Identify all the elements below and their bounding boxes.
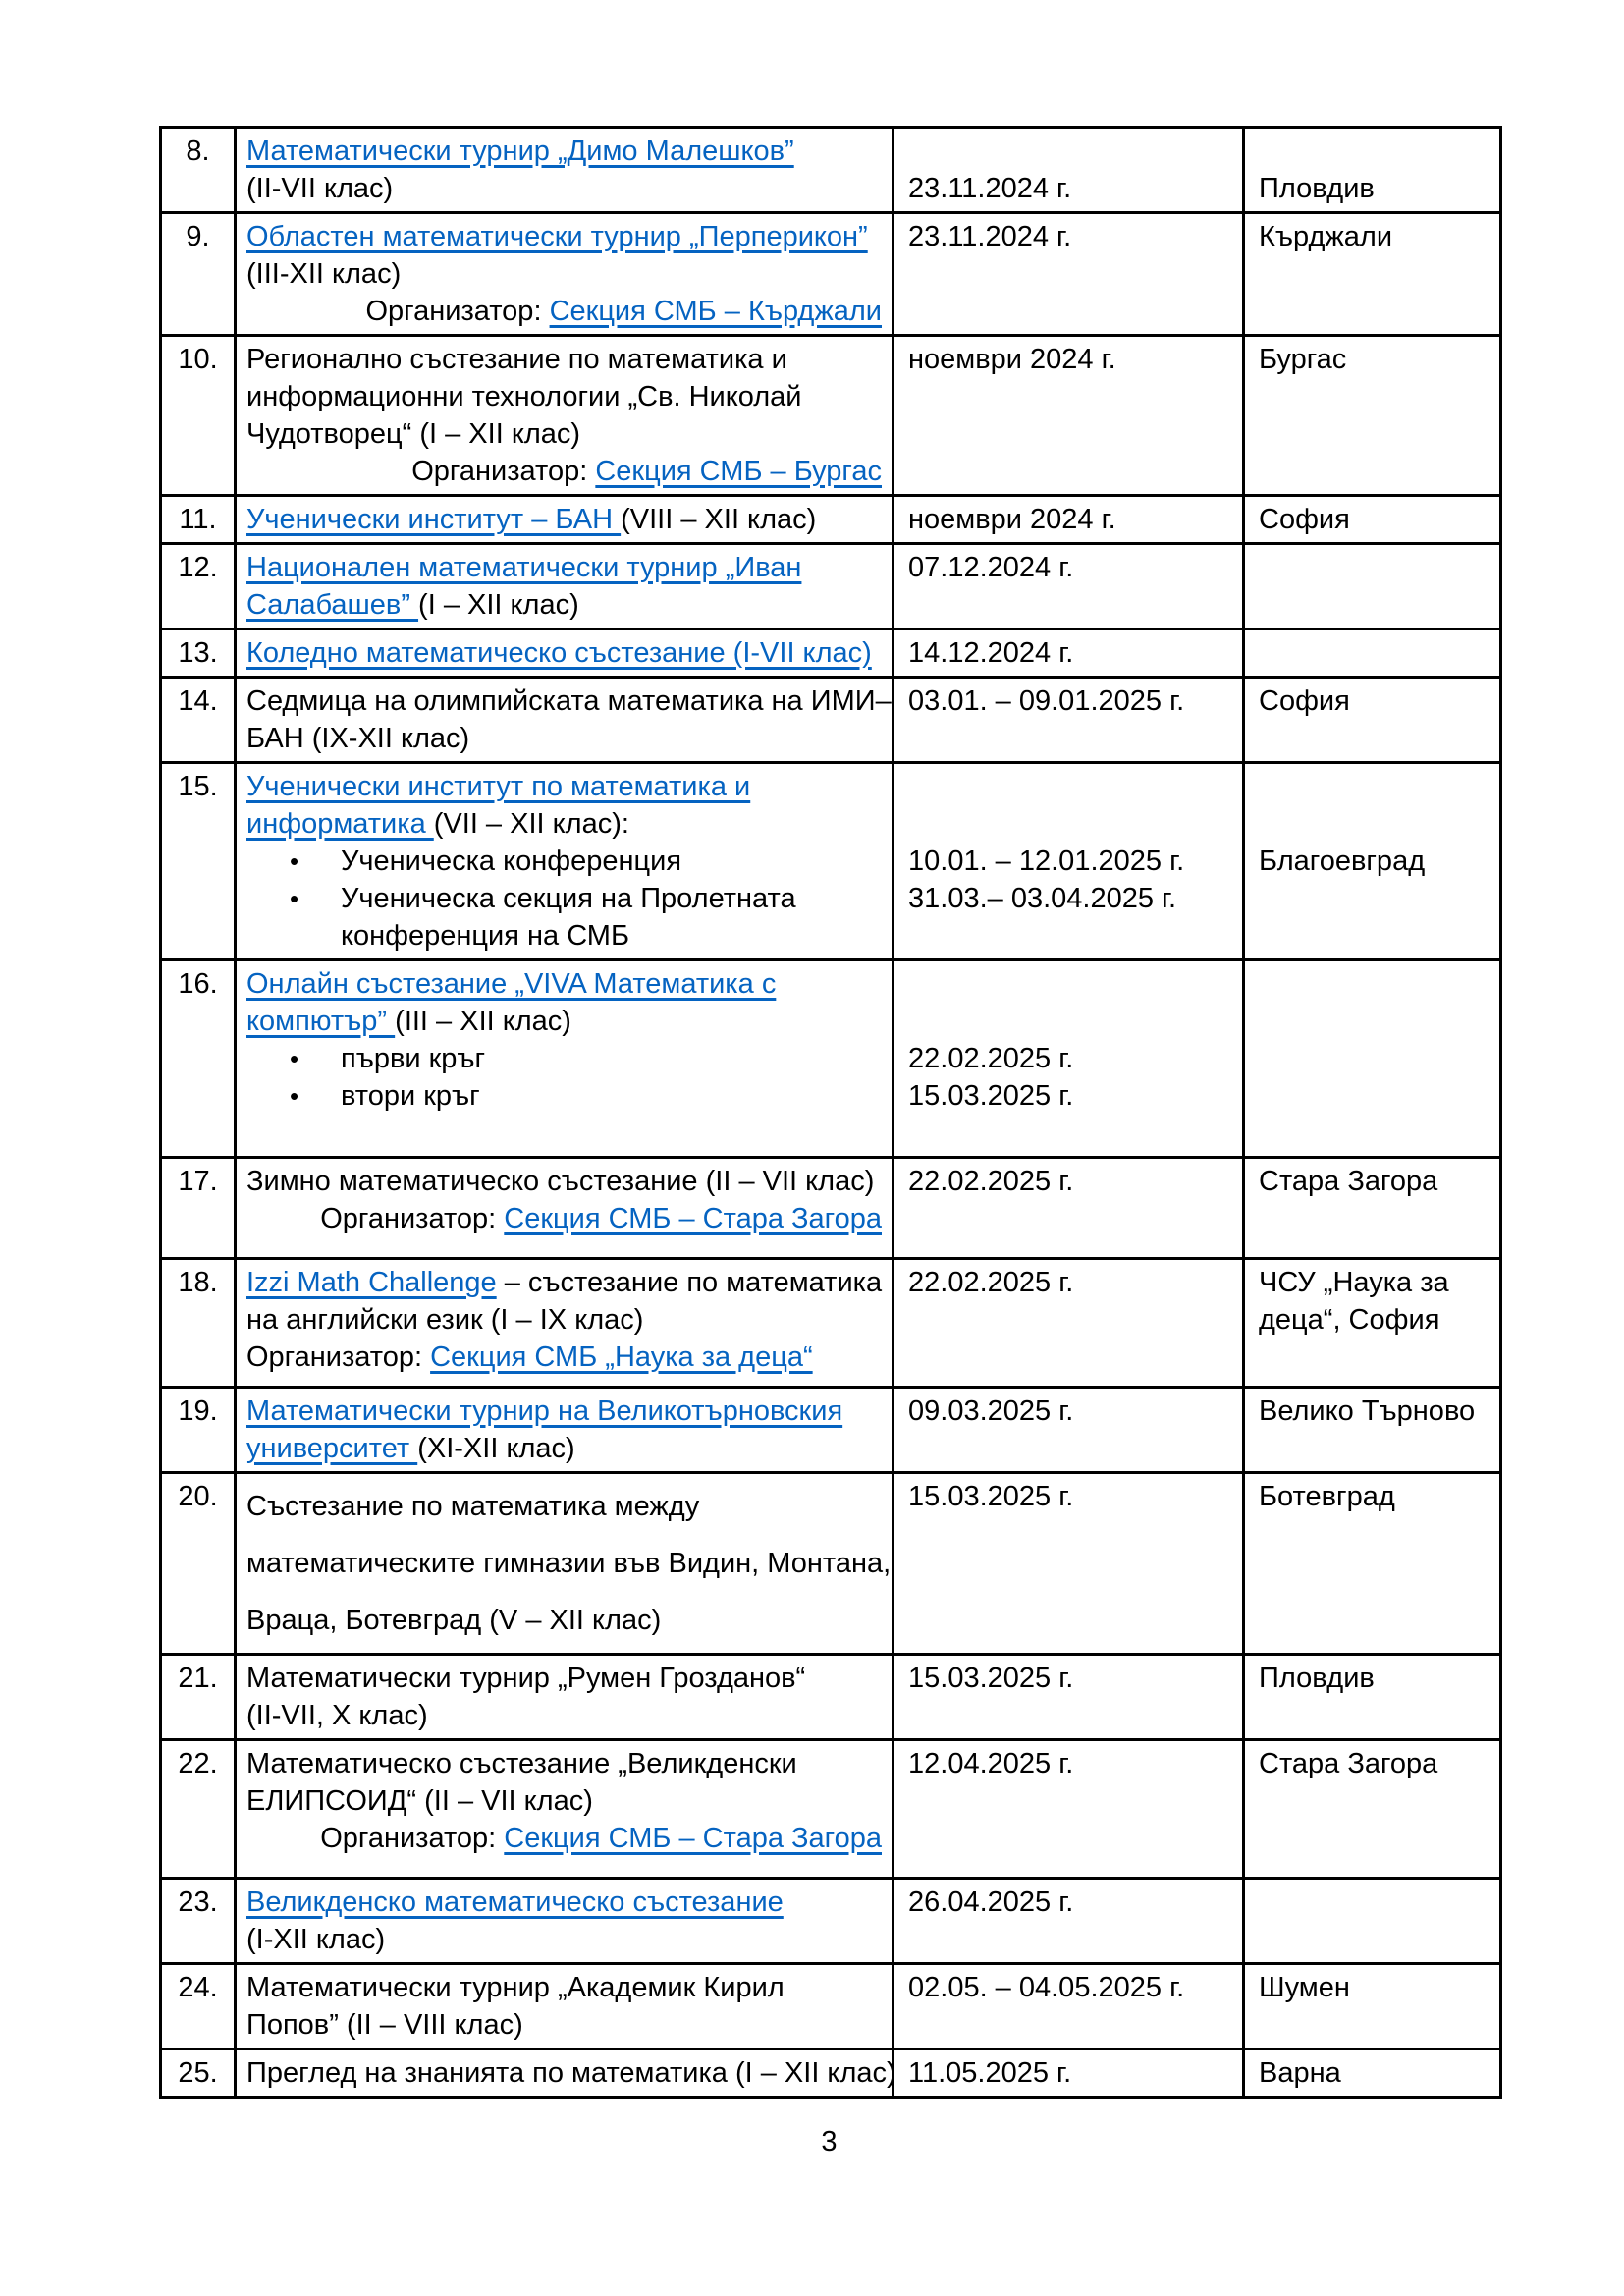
row-number: 21. [178,1663,218,1694]
event-link[interactable]: Онлайн състезание „VIVA Математика с [246,968,777,1000]
date-cell [893,1158,1244,1259]
row-number-cell [161,1964,236,2050]
date-line: 11.05.2025 г. [908,2057,1072,2089]
organizer-link[interactable]: Секция СМБ – Бургас [595,456,882,487]
text-line [246,965,884,1003]
row-number: 15. [178,771,218,802]
row-number: 18. [178,1267,218,1298]
text-line [246,378,884,415]
organizer-link[interactable]: Секция СМБ – Кърджали [549,296,882,327]
text-segment: Попов” (II – VIII клас) [246,2009,523,2041]
date-line: ноември 2024 г. [908,504,1116,535]
event-cell [236,1879,893,1964]
row-number: 13. [178,637,218,669]
table-row [161,763,1501,960]
bullet-icon: • [290,1081,299,1111]
row-number: 24. [178,1972,218,2003]
date-line: 22.02.2025 г. [908,1267,1074,1298]
text-segment: Организатор: [320,1203,505,1234]
text-line [246,1003,884,1040]
date-cell [893,763,1244,960]
row-number: 23. [178,1886,218,1918]
row-number-cell [161,960,236,1158]
event-link[interactable]: Коледно математическо състезание (I-VII клас) [246,637,872,669]
table-row [161,1473,1501,1655]
event-link[interactable]: Национален математически турнир „Иван [246,552,802,583]
event-cell [236,1388,893,1473]
city-cell [1244,1259,1501,1388]
text-segment: (III-XII клас) [246,258,402,290]
text-segment: – състезание по математика [496,1267,883,1298]
text-line [246,1697,884,1734]
date-line: 07.12.2024 г. [908,552,1074,583]
organizer-link[interactable]: Секция СМБ – Стара Загора [504,1203,882,1234]
date-cell [893,336,1244,496]
event-link[interactable]: Ученически институт – БАН [246,504,622,535]
text-segment: Ученическа секция на Пролетната [341,883,796,914]
text-segment: Математическо състезание „Великденски [246,1748,797,1779]
row-number-cell [161,763,236,960]
event-link[interactable]: Izzi Math Challenge [246,1267,497,1298]
row-number: 20. [178,1481,218,1512]
text-segment: Организатор: [320,1823,505,1854]
date-cell [893,960,1244,1158]
event-cell [236,1158,893,1259]
city-cell [1244,629,1501,678]
date-line: ноември 2024 г. [908,344,1116,375]
table-row [161,544,1501,629]
row-number-cell [161,128,236,213]
row-number-cell [161,544,236,629]
text-segment: (III – XII клас) [395,1006,571,1037]
event-link[interactable]: Математически турнир „Димо Малешков” [246,136,794,167]
row-number-cell [161,678,236,763]
table-row [161,678,1501,763]
text-line [246,1820,884,1857]
date-cell [893,1964,1244,2050]
text-line [246,1430,884,1467]
table-row [161,128,1501,213]
event-link[interactable]: Математически турнир на Великотърновския [246,1395,843,1427]
date-line: 02.05. – 04.05.2025 г. [908,1972,1185,2003]
event-link[interactable]: Великденско математическо състезание [246,1886,784,1918]
text-segment: (VII – XII клас): [433,808,629,840]
text-line [246,1478,884,1535]
event-cell [236,496,893,544]
event-cell [236,2050,896,2098]
date-line: 31.03.– 03.04.2025 г. [908,883,1177,914]
text-line [246,1535,892,1592]
text-segment: математическите гимназии във Видин, Монтана, [246,1548,892,1579]
text-segment: Математически турнир „Румен Грозданов“ [246,1663,806,1694]
date-line: 22.02.2025 г. [908,1166,1074,1197]
text-line [246,683,892,720]
date-line [908,805,1234,843]
text-segment: Чудотворец“ (I – XII клас) [246,418,581,450]
date-line: 23.11.2024 г. [908,173,1072,204]
date-cell [893,128,1244,213]
text-line [246,501,884,538]
text-line [246,634,884,672]
row-number-cell [161,1158,236,1259]
event-cell [236,960,893,1158]
row-number: 17. [178,1166,218,1197]
text-segment: Преглед на знанията по математика (I – XII клас) [246,2057,896,2089]
table-row [161,1259,1501,1388]
table-row [161,213,1501,336]
event-cell [236,1964,893,2050]
table-row [161,1879,1501,1964]
event-cell [236,629,893,678]
text-line [246,1040,884,1077]
text-line [246,1339,884,1376]
date-cell [893,2050,1244,2098]
text-line [246,1163,884,1200]
row-number: 19. [178,1395,218,1427]
table-row [161,1158,1501,1259]
row-number-cell [161,1473,236,1655]
city-line: Ботевград [1259,1481,1395,1512]
text-line [246,1077,884,1115]
row-number: 11. [179,504,217,535]
text-segment: Ученическа конференция [341,846,682,877]
city-cell [1244,678,1501,763]
date-line [908,1003,1234,1040]
bullet-icon: • [290,1044,299,1073]
text-segment: (II-VII, X клас) [246,1700,428,1731]
row-number: 10. [178,344,218,375]
city-cell [1244,960,1501,1158]
event-cell [236,678,893,763]
text-segment: Математически турнир „Академик Кирил [246,1972,785,2003]
event-link[interactable]: информатика [246,808,434,840]
text-line [246,1393,884,1430]
city-line: Пловдив [1259,173,1375,204]
city-cell [1244,128,1501,213]
city-cell [1244,763,1501,960]
date-line: 14.12.2024 г. [908,637,1074,669]
date-cell [893,1740,1244,1879]
event-cell [236,128,893,213]
event-cell [236,1655,893,1740]
row-number: 22. [178,1748,218,1779]
row-number-cell [161,1655,236,1740]
text-line [246,586,884,624]
event-cell [236,1740,893,1879]
date-cell [893,1388,1244,1473]
city-line: София [1259,504,1350,535]
text-segment: ЕЛИПСОИД“ (II – VII клас) [246,1785,593,1817]
text-line [246,549,884,586]
text-line [246,255,884,293]
row-number-cell [161,2050,236,2098]
text-segment: (II-VII клас) [246,173,394,204]
row-number-cell [161,213,236,336]
city-line: Велико Търново [1259,1395,1476,1427]
city-cell [1244,1158,1501,1259]
text-line [246,917,884,955]
page-number: 3 [821,2126,838,2158]
city-cell [1244,496,1501,544]
city-cell [1244,1388,1501,1473]
row-number-cell [161,336,236,496]
date-cell [893,544,1244,629]
text-line [246,1921,884,1958]
table-row [161,1655,1501,1740]
city-line: Бургас [1259,344,1347,375]
row-number-cell [161,629,236,678]
text-segment: Регионално състезание по математика и [246,344,787,375]
row-number: 12. [178,552,218,583]
text-segment: втори кръг [341,1080,480,1112]
text-line [246,2054,896,2092]
row-number: 9. [186,221,210,252]
text-segment: (VIII – XII клас) [621,504,817,535]
text-line [246,1264,884,1301]
city-cell [1244,1740,1501,1879]
city-cell [1244,1655,1501,1740]
row-number-cell [161,1259,236,1388]
city-line: Пловдив [1259,1663,1375,1694]
city-line: Шумен [1259,1972,1350,2003]
date-cell [893,1259,1244,1388]
date-cell [893,629,1244,678]
date-line: 09.03.2025 г. [908,1395,1074,1427]
text-segment: (I – XII клас) [418,589,579,621]
text-line [246,1301,884,1339]
text-line [246,1782,884,1820]
date-line [908,768,1234,805]
text-segment: Организатор: [246,1341,431,1373]
text-line [246,453,884,490]
organizer-link[interactable]: Секция СМБ „Наука за деца“ [430,1341,813,1373]
organizer-link[interactable]: Секция СМБ – Стара Загора [504,1823,882,1854]
date-line: 15.03.2025 г. [908,1080,1074,1112]
date-line: 10.01. – 12.01.2025 г. [908,846,1185,877]
city-line: Варна [1259,2057,1341,2089]
text-line [246,133,884,170]
city-cell [1244,1964,1501,2050]
text-line [246,1200,884,1237]
date-line [908,133,1234,170]
city-line: Стара Загора [1259,1748,1438,1779]
city-line [1259,805,1491,843]
text-line [246,170,884,207]
text-line [246,720,884,757]
event-cell [236,1259,893,1388]
date-line: 22.02.2025 г. [908,1043,1074,1074]
row-number: 14. [178,685,218,717]
event-link[interactable]: Салабашев” [246,589,419,621]
text-segment: конференция на СМБ [341,920,629,952]
row-number-cell [161,1879,236,1964]
row-number: 16. [178,968,218,1000]
date-line: 23.11.2024 г. [908,221,1072,252]
table-row [161,336,1501,496]
events-table-body [161,128,1501,2098]
city-line: Стара Загора [1259,1166,1438,1197]
table-row [161,1388,1501,1473]
date-line: 03.01. – 09.01.2025 г. [908,685,1185,717]
city-line [1259,133,1491,170]
text-segment: Враца, Ботевград (V – XII клас) [246,1605,662,1636]
text-line [246,1660,884,1697]
table-row [161,2050,1501,2098]
date-cell [893,213,1244,336]
text-segment: Седмица на олимпийската математика на ИМИ– [246,685,892,717]
city-cell [1244,1879,1501,1964]
row-number: 25. [178,2057,218,2089]
date-line: 26.04.2025 г. [908,1886,1074,1918]
text-line [246,1884,884,1921]
city-line: ЧСУ „Наука за деца“, София [1259,1267,1449,1336]
text-line [246,880,884,917]
text-line [246,843,884,880]
row-number-cell [161,496,236,544]
row-number: 8. [186,136,210,167]
table-row [161,1740,1501,1879]
table-row [161,1964,1501,2050]
text-line [246,2006,884,2044]
city-line: София [1259,685,1350,717]
city-line: Благоевград [1259,846,1426,877]
event-cell [236,213,893,336]
table-row [161,629,1501,678]
event-cell [236,544,893,629]
text-segment: Състезание по математика между [246,1491,700,1522]
date-line: 15.03.2025 г. [908,1663,1074,1694]
table-row [161,960,1501,1158]
table-row [161,496,1501,544]
text-segment: (I-XII клас) [246,1924,386,1955]
city-cell [1244,1473,1501,1655]
row-number-cell [161,1740,236,1879]
text-line [246,768,884,805]
row-number-cell [161,1388,236,1473]
text-line [246,1592,884,1649]
event-link[interactable]: компютър” [246,1006,396,1037]
date-line [908,965,1234,1003]
events-table [159,126,1502,2099]
event-link[interactable]: Областен математически турнир „Перперикон” [246,221,868,252]
text-segment: първи кръг [341,1043,486,1074]
text-segment: (XI-XII клас) [417,1433,575,1464]
event-cell [236,763,893,960]
bullet-icon: • [290,884,299,913]
text-line [246,293,884,330]
city-cell [1244,213,1501,336]
date-cell [893,1879,1244,1964]
text-line [246,341,884,378]
text-segment: на английски език (I – IX клас) [246,1304,644,1336]
text-segment: информационни технологии „Св. Николай [246,381,802,412]
event-link[interactable]: Ученически институт по математика и [246,771,751,802]
text-line [246,415,884,453]
date-cell [893,1655,1244,1740]
text-segment: Организатор: [365,296,550,327]
city-cell [1244,544,1501,629]
date-cell [893,678,1244,763]
text-line [246,805,884,843]
event-link[interactable]: университет [246,1433,418,1464]
date-cell [893,496,1244,544]
city-cell [1244,336,1501,496]
text-segment: Организатор: [411,456,596,487]
text-line [246,1745,884,1782]
text-line [246,218,884,255]
city-line: Кърджали [1259,221,1393,252]
date-cell [893,1473,1244,1655]
text-line [246,1969,884,2006]
text-segment: БАН (IX-XII клас) [246,723,470,754]
text-segment: Зимно математическо състезание (II – VII клас) [246,1166,875,1197]
city-cell [1244,2050,1501,2098]
event-cell [236,336,893,496]
city-line [1259,768,1491,805]
bullet-icon: • [290,847,299,876]
event-cell [236,1473,893,1655]
date-line: 12.04.2025 г. [908,1748,1074,1779]
date-line: 15.03.2025 г. [908,1481,1074,1512]
